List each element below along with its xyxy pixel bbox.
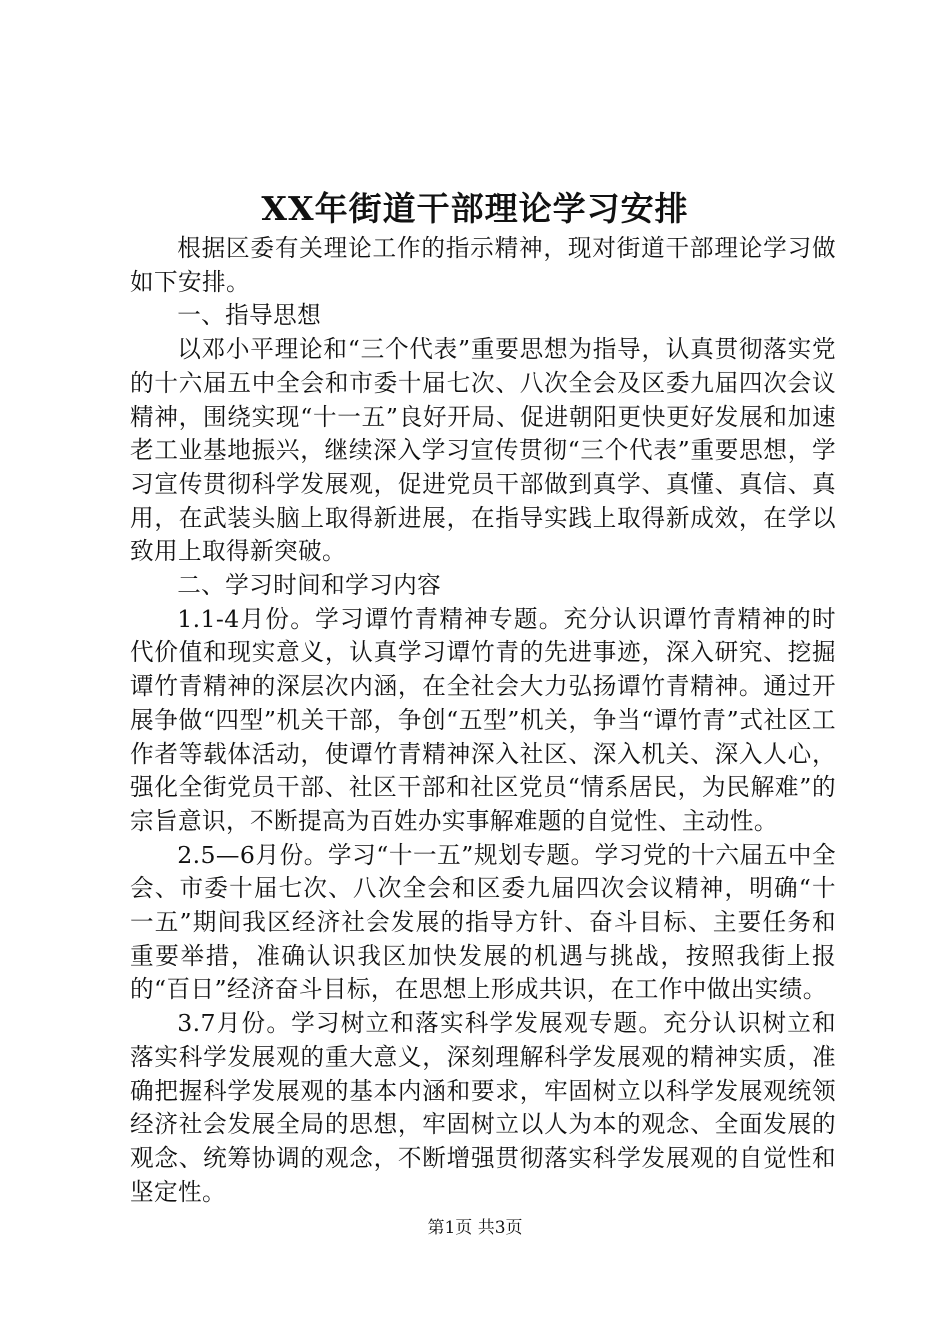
schedule-item-3: 3.7月份。学习树立和落实科学发展观专题。充分认识树立和落实科学发展观的重大意义，深刻理解科学发展观的精神实质，准确把握科学发展观的基本内涵和要求，牢固树立以科学发展观统领经济社会发展全局的思想，牢固树立以人为本的观念、全面发展的观念、统筹协调的观念，不断增强贯彻落实科学发展观的自觉性和坚定性。 (130, 1009, 836, 1206)
section-heading-study-schedule: 二、学习时间和学习内容 (177, 571, 442, 600)
schedule-item-2: 2.5—6月份。学习“十一五”规划专题。学习党的十六届五中全会、市委十届七次、八次全会和区委九届四次会议精神，明确“十一五”期间我区经济社会发展的指导方针、奋斗目标、主要任务和重要举措，准确认识我区加快发展的机遇与挑战，按照我街上报的“百日”经济奋斗目标，在思想上形成共识，在工作中做出实绩。 (130, 840, 836, 1004)
section-heading-guiding-thought: 一、指导思想 (177, 301, 322, 330)
schedule-item-1: 1.1-4月份。学习谭竹青精神专题。充分认识谭竹青精神的时代价值和现实意义，认真学习谭竹青的先进事迹，深入研究、挖掘谭竹青精神的深层次内涵，在全社会大力弘扬谭竹青精神。通过开展争做“四型”机关干部，争创“五型”机关，争当“谭竹青”式社区工作者等载体活动，使谭竹青精神深入社区、深入机关、深入人心，强化全街党员干部、社区干部和社区党员“情系居民，为民解难”的宗旨意识，不断提高为百姓办实事解难题的自觉性、主动性。 (130, 604, 836, 835)
page-footer: 第1页 共3页 (427, 1218, 523, 1238)
document-title: XX年街道干部理论学习安排 (261, 189, 689, 228)
document-body (130, 232, 836, 1209)
intro-paragraph: 根据区委有关理论工作的指示精神，现对街道干部理论学习做如下安排。 (130, 234, 836, 296)
guiding-thought-paragraph: 以邓小平理论和“三个代表”重要思想为指导，认真贯彻落实党的十六届五中全会和市委十届七次、八次全会及区委九届四次会议精神，围绕实现“十一五”良好开局、促进朝阳更快更好发展和加速老工业基地振兴，继续深入学习宣传贯彻“三个代表”重要思想，学习宣传贯彻科学发展观，促进党员干部做到真学、真懂、真信、真用，在武装头脑上取得新进展，在指导实践上取得新成效，在学以致用上取得新突破。 (130, 335, 836, 566)
